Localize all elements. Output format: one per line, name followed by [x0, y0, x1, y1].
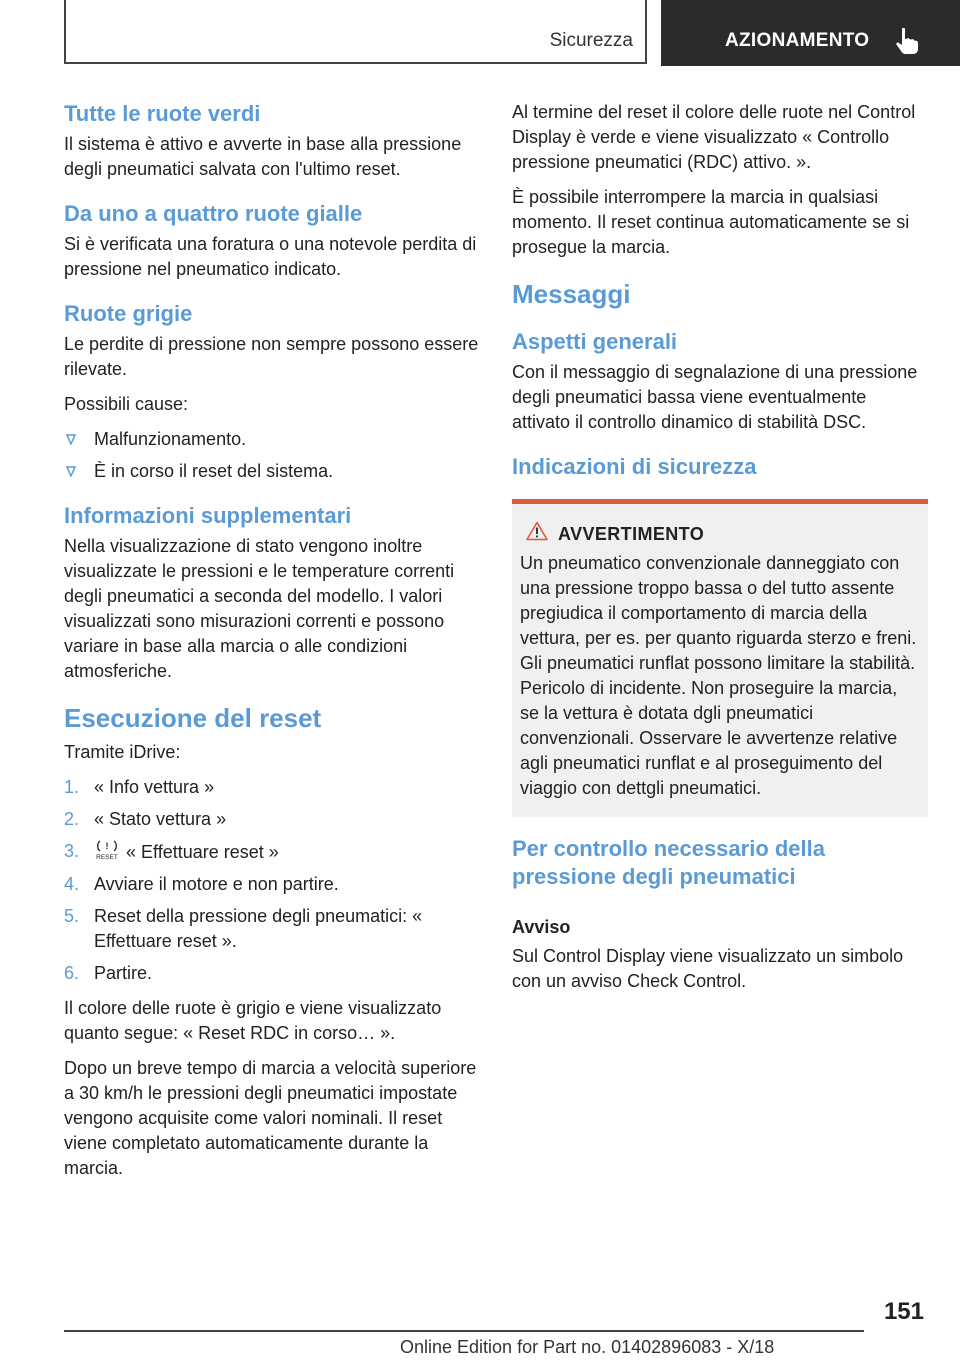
step-text: Partire.: [94, 963, 153, 983]
heading-pressure-check: Per controllo necessario della pressione degli pneumatici: [512, 836, 826, 889]
warning-text: Un pneumatico convenzionale danneggiato con una pressione troppo bassa o del tutto assente pregiudica il comportamento di marcia della vettura, per es. per quanto riguarda sterzo e freni. Gli pneumatici runflat possono limitare la stabilità. Pericolo di incidente. Non proseguire la marcia, se la vettura è dotata dgli pneumatici convenzionali. Osservare le avvertenze relative agli pneumatici runflat e al proseguimento del viaggio con dettgli pneumatici.: [520, 553, 917, 798]
right-column: [512, 100, 928, 1004]
heading-additional-info: Informazioni supplementari: [64, 503, 352, 528]
list-item-text: È in corso il reset del sistema.: [94, 461, 334, 481]
step-number: 1.: [64, 777, 80, 797]
step-item: [64, 904, 480, 954]
paragraph-grey-wheels: Le perdite di pressione non sempre possono essere rilevate.: [64, 334, 479, 379]
heading-safety: Indicazioni di sicurezza: [512, 454, 757, 479]
paragraph-additional-info: Nella visualizzazione di stato vengono inoltre visualizzate le pressioni e le temperature correnti degli pneumatici a seconda del modello. I valori visualizzati sono misurazioni correnti e possono variare in base alla marcia o alle condizioni atmosferiche.: [64, 536, 455, 681]
step-text: Avviare il motore e non partire.: [94, 874, 339, 894]
heading-grey-wheels: Ruote grigie: [64, 301, 193, 326]
warning-box: [512, 499, 928, 817]
step-number: 3.: [64, 841, 80, 861]
step-number: 5.: [64, 906, 80, 926]
list-item: [64, 459, 480, 484]
step-text: « Stato vettura »: [94, 809, 227, 829]
paragraph-general: Con il messaggio di segnalazione di una pressione degli pneumatici bassa viene eventualmente attivato il controllo dinamico di stabilità DSC.: [512, 362, 918, 432]
list-item-text: Malfunzionamento.: [94, 429, 247, 449]
hand-pointer-icon: [893, 26, 921, 56]
footer-divider: [64, 1330, 864, 1332]
triangle-bullet-icon: [66, 466, 76, 477]
paragraph-possible-causes: Possibili cause:: [64, 394, 189, 414]
reset-steps: [64, 775, 480, 986]
step-text: Reset della pressione degli pneumatici: « Effettuare reset ».: [94, 906, 423, 951]
warning-header: [520, 524, 920, 545]
page-number: 151: [883, 1298, 924, 1325]
left-column: [64, 100, 480, 1191]
step-number: 6.: [64, 963, 80, 983]
step-item: [64, 872, 480, 897]
svg-text:!: !: [105, 841, 109, 851]
paragraph-grey-status: Il colore delle ruote è grigio e viene visualizzato quanto segue: « Reset RDC in corso… ».: [64, 998, 442, 1043]
step-number: 4.: [64, 874, 80, 894]
reset-icon-label: RESET: [96, 854, 118, 861]
list-item: [64, 427, 480, 452]
step-item: [64, 775, 480, 800]
paragraph-yellow-wheels: Si è verificata una foratura o una notevole perdita di pressione nel pneumatico indicato.: [64, 234, 477, 279]
paragraph-notice: Sul Control Display viene visualizzato un simbolo con un avviso Check Control.: [512, 946, 904, 991]
step-number: 2.: [64, 809, 80, 829]
heading-reset: Esecuzione del reset: [64, 703, 322, 733]
step-item: [64, 807, 480, 832]
step-text: « Info vettura »: [94, 777, 215, 797]
tire-reset-icon: [94, 839, 120, 861]
step-item: [64, 961, 480, 986]
step-text: « Effettuare reset »: [126, 842, 279, 862]
causes-list: [64, 427, 480, 484]
heading-messages: Messaggi: [512, 279, 631, 309]
paragraph-idrive: Tramite iDrive:: [64, 742, 181, 762]
heading-general: Aspetti generali: [512, 329, 678, 354]
triangle-bullet-icon: [66, 434, 76, 445]
header-frame: [64, 0, 647, 64]
section-title: Sicurezza: [549, 30, 633, 51]
paragraph-after-drive: Dopo un breve tempo di marcia a velocità superiore a 30 km/h le pressioni degli pneumatici impostate vengono acquisite come valori nominali. Il reset viene completato automaticamente durante la marcia.: [64, 1058, 477, 1178]
chapter-title: AZIONAMENTO: [725, 30, 870, 51]
paragraph-reset-end: Al termine del reset il colore delle ruote nel Control Display è verde e viene visualizzato « Controllo pressione pneumatici (RDC) attivo. ».: [512, 102, 916, 172]
paragraph-green-wheels: Il sistema è attivo e avverte in base alla pressione degli pneumatici salvata con l'ultimo reset.: [64, 134, 462, 179]
step-item: [64, 839, 480, 865]
heading-yellow-wheels: Da uno a quattro ruote gialle: [64, 201, 363, 226]
warning-title: AVVERTIMENTO: [558, 524, 705, 544]
paragraph-interrupt: È possibile interrompere la marcia in qualsiasi momento. Il reset continua automaticamente se si prosegue la marcia.: [512, 187, 910, 257]
footer-edition: Online Edition for Part no. 01402896083 - X/18: [400, 1337, 775, 1357]
heading-green-wheels: Tutte le ruote verdi: [64, 101, 261, 126]
heading-notice: Avviso: [512, 917, 571, 937]
warning-triangle-icon: [526, 521, 548, 541]
